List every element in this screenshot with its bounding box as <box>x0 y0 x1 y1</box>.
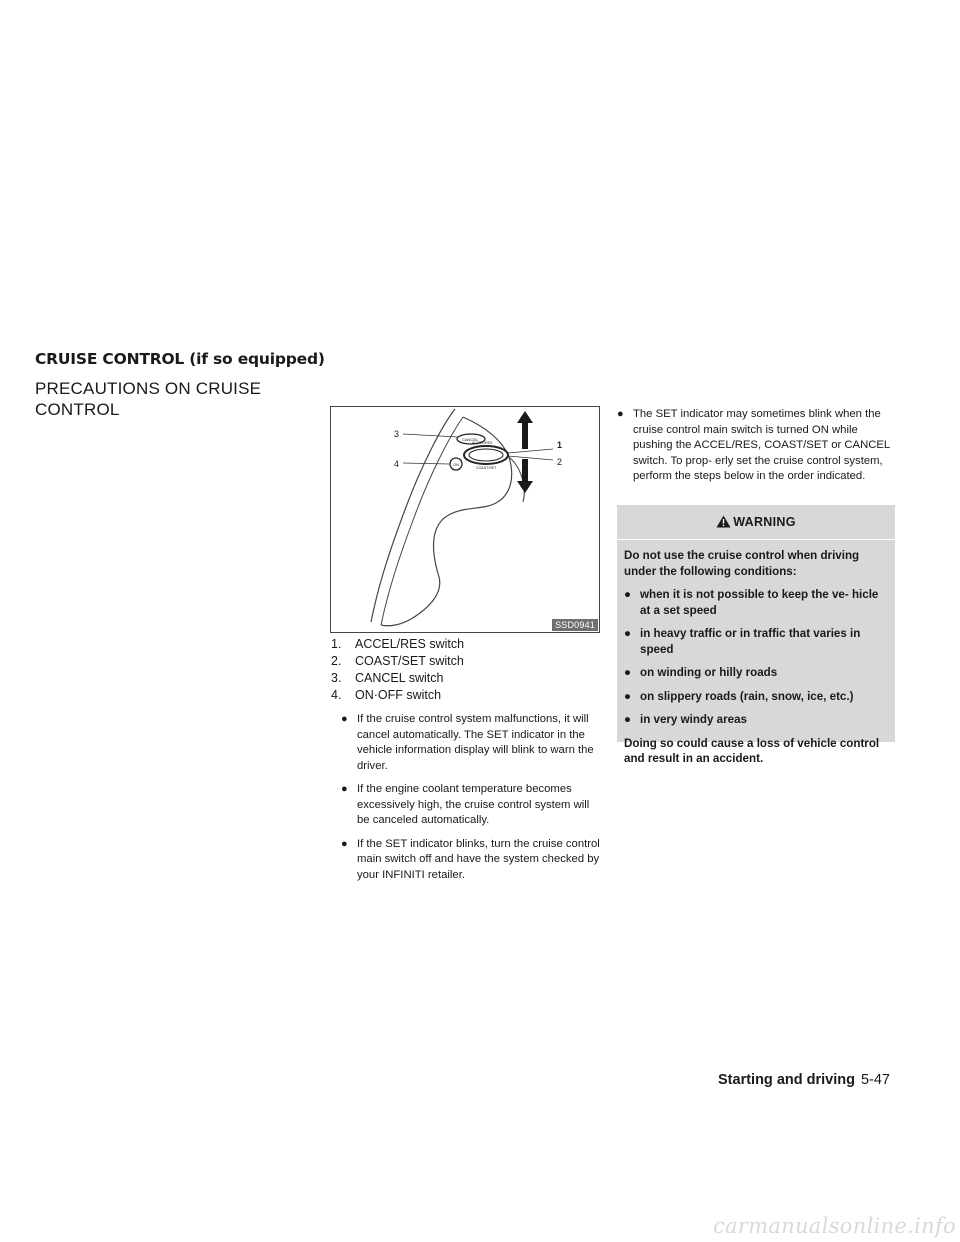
warning-body <box>624 548 888 767</box>
list-item <box>624 712 888 728</box>
spoke-outline <box>371 409 455 622</box>
steering-spoke-illustration <box>331 407 601 634</box>
switch-legend <box>331 636 464 704</box>
callout-3: 3 <box>394 429 400 439</box>
figure-code: SSD0941 <box>552 619 598 631</box>
set-indicator-note <box>617 407 895 493</box>
list-item-text: If the engine coolant temperature becomes excessively high, the cruise control system will be canceled automatically. <box>357 783 590 826</box>
label-on: ON <box>453 462 459 467</box>
list-item <box>624 665 888 681</box>
callout-line-2 <box>508 456 553 460</box>
bullet-icon: ● <box>624 713 632 726</box>
legend-number: 3. <box>331 671 342 685</box>
arrow-up-icon <box>517 411 533 449</box>
watermark: carmanualsonline.info <box>712 1214 956 1238</box>
callout-4: 4 <box>394 459 400 469</box>
list-item-text: The SET indicator may sometimes blink when the cruise control main switch is turned ON while pushing the ACCEL/RES, COAST/SET or CANCEL switch. To prop- erly set the cruise control system, perform the steps below in the order indicated. <box>633 408 890 482</box>
list-item <box>341 837 603 884</box>
section-heading: CRUISE CONTROL (if so equipped) <box>35 350 325 368</box>
spoke-outline-inner <box>381 417 463 625</box>
warning-outro: Doing so could cause a loss of vehicle control and result in an accident. <box>624 736 880 765</box>
accel-coast-lever-inner <box>469 449 503 461</box>
list-item-text: on winding or hilly roads <box>640 666 778 679</box>
legend-number: 4. <box>331 688 342 702</box>
warning-title-text: WARNING <box>733 515 796 529</box>
list-item <box>624 626 888 657</box>
bullet-icon: ● <box>341 713 348 725</box>
page-footer <box>718 1072 890 1088</box>
label-accel-res: ACCEL/RES <box>472 441 493 445</box>
list-item-text: If the cruise control system malfunctions, it will cancel automatically. The SET indicator in the vehicle information display will blink to warn the driver. <box>357 713 594 772</box>
legend-number: 1. <box>331 637 342 651</box>
warning-box <box>617 505 895 765</box>
legend-text: CANCEL switch <box>355 671 444 685</box>
callout-2: 2 <box>557 457 563 467</box>
callout-line-4 <box>403 463 449 464</box>
legend-item <box>331 687 464 704</box>
malfunction-notes <box>341 712 603 891</box>
list-item-text: on slippery roads (rain, snow, ice, etc.) <box>640 689 854 703</box>
arrow-down-icon <box>517 459 533 493</box>
list-item-text: in very windy areas <box>640 713 747 726</box>
legend-item <box>331 636 464 653</box>
legend-text: COAST/SET switch <box>355 654 464 668</box>
list-item <box>341 782 603 829</box>
legend-text: ACCEL/RES switch <box>355 637 465 651</box>
legend-item <box>331 670 464 687</box>
callout-line-3 <box>403 434 458 437</box>
cruise-switch-figure <box>330 406 600 633</box>
bullet-icon: ● <box>341 783 348 795</box>
footer-section: Starting and driving <box>718 1072 855 1088</box>
bullet-icon: ● <box>624 666 632 679</box>
page-number: 5-47 <box>860 1072 890 1088</box>
warning-intro: Do not use the cruise control when driving under the following conditions: <box>624 549 860 578</box>
list-item-text: when it is not possible to keep the ve- hicle at a set speed <box>640 588 879 617</box>
warning-title <box>617 505 895 540</box>
list-item <box>341 712 603 774</box>
legend-number: 2. <box>331 654 342 668</box>
list-item-text: If the SET indicator blinks, turn the cruise control main switch off and have the system checked by your INFINITI retailer. <box>357 837 600 881</box>
bullet-icon: ● <box>624 627 632 640</box>
callout-line-1 <box>508 449 553 453</box>
legend-item <box>331 653 464 670</box>
callout-1: 1 <box>557 440 563 450</box>
list-item-text: in heavy traffic or in traffic that varies in speed <box>640 627 861 656</box>
warning-triangle-icon <box>716 515 731 528</box>
subsection-heading: PRECAUTIONS ON CRUISE CONTROL <box>35 379 262 419</box>
list-item <box>624 689 888 705</box>
bullet-icon: ● <box>341 837 348 850</box>
legend-text: ON·OFF switch <box>355 688 442 702</box>
label-cancel: CANCEL <box>462 437 479 442</box>
label-coast-set: COAST/SET <box>476 466 497 470</box>
bullet-icon: ● <box>617 408 624 420</box>
list-item <box>617 407 895 485</box>
bullet-icon: ● <box>624 588 632 601</box>
list-item <box>624 587 888 618</box>
bullet-icon: ● <box>624 689 632 703</box>
warning-conditions <box>624 587 888 728</box>
